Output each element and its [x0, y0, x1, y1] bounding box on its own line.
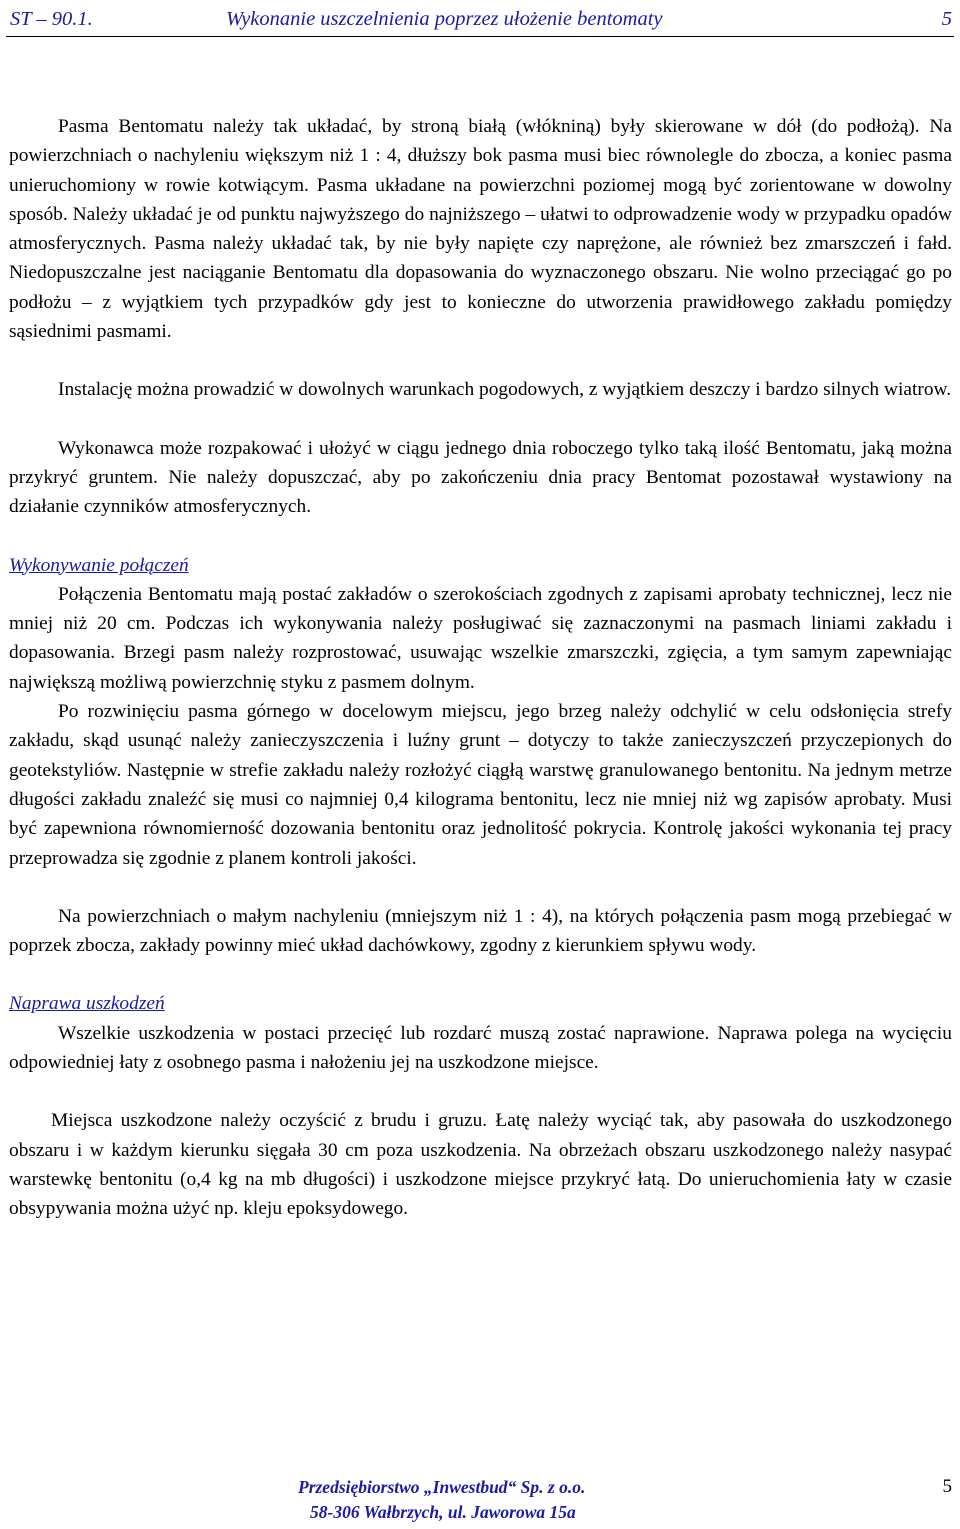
page-footer [0, 1468, 960, 1528]
header-page-number: 5 [941, 8, 952, 30]
paragraph-joints: Połączenia Bentomatu mają postać zakładów o szerokościach zgodnych z zapisami aprobaty technicznej, lecz nie mniej niż 20 cm. Podczas ich wykonywania należy posługiwać się zaznaczonymi na pasmach liniami zakładu i dopasowania. Brzegi pasm należy rozprostować, usuwając wszelkie zmarszczki, zgięcia, a tym samym zapewniając największą możliwą powierzchnię styku z pasmem dolnym. [9, 583, 952, 693]
spec-code: ST – 90.1. [10, 8, 93, 30]
header-title: Wykonanie uszczelnienia poprzez ułożenie bentomaty [226, 8, 663, 30]
paragraph-low-slope: Na powierzchniach o małym nachyleniu (mniejszym niż 1 : 4), na których połączenia pasm mogą przebiegać w poprzek zbocza, zakłady powinny mieć układ dachówkowy, zgodny z kierunkiem spływu wody. [9, 905, 952, 957]
section-heading-repair [9, 989, 952, 1018]
paragraph-repair: Wszelkie uszkodzenia w postaci przecięć lub rozdarć muszą zostać naprawione. Naprawa polega na wycięciu odpowiedniej łaty z osobnego pasma i nałożeniu jej na uszkodzone miejsce. [9, 1022, 952, 1074]
paragraph-strip-laying: Pasma Bentomatu należy tak układać, by stroną białą (włókniną) były skierowane w dół (do podłożą). Na powierzchniach o nachyleniu większym niż 1 : 4, dłuższy bok pasma musi biec równolegle do zbocza, a koniec pasma unieruchomiony w rowie kotwiącym. Pasma układane na powierzchni poziomej mogą być zorientowane w dowolny sposób. Należy układać je od punktu najwyższego do najniższego – ułatwi to odprowadzenie wody w przypadku opadów atmosferycznych. Pasma należy układać tak, by nie były napięte czy naprężone, ale również bez zmarszczeń i fałd. Niedopuszczalne jest naciąganie Bentomatu dla dopasowania do wyznaczonego obszaru. Nie wolno przeciągać go po podłożu – z wyjątkiem tych przypadków gdy jest to konieczne do utworzenia prawidłowego zakładu pomiędzy sąsiednimi pasmami. [9, 116, 952, 343]
heading-joints-text: Wykonywanie połączeń [9, 554, 189, 576]
section-heading-joints [9, 551, 952, 580]
footer-address: 58-306 Wałbrzych, ul. Jaworowa 15a [310, 1502, 576, 1522]
paragraph-overlap-bentonite: Po rozwinięciu pasma górnego w docelowym miejscu, jego brzeg należy odchylić w celu odsłonięcia strefy zakładu, skąd usunąć należy zanieczyszczenia i luźny grunt – dotyczy to także zanieczyszczeń przyczepionych do geotekstyliów. Następnie w strefie zakładu należy rozłożyć ciągłą warstwę granulowanego bentonitu. Na jednym metrze długości zakładu znaleźć się musi co najmniej 0,4 kilograma bentonitu, lecz nie mniej niż wg zapisów aprobaty. Musi być zapewniona równomierność dozowania bentonitu oraz jednolitość pokrycia. Kontrolę jakości wykonania tej pracy przeprowadza się zgodnie z planem kontroli jakości. [9, 701, 952, 869]
paragraph-patch: Miejsca uszkodzone należy oczyścić z brudu i gruzu. Łatę należy wyciąć tak, aby pasowała do uszkodzonego obszaru i w każdym kierunku sięgała 30 cm poza uszkodzenia. Na obrzeżach obszaru uszkodzonego należy nasypać warstewkę bentonitu (o,4 kg na mb długości) i uszkodzone miejsce przykryć łatą. Do unieruchomienia łaty w czasie obsypywania można użyć np. kleju epoksydowego. [9, 1110, 952, 1220]
footer-company: Przedsiębiorstwo „Inwestbud“ Sp. z o.o. [298, 1477, 586, 1497]
page-header [6, 4, 954, 37]
heading-repair-text: Naprawa uszkodzeń [9, 993, 165, 1015]
paragraph-weather: Instalację można prowadzić w dowolnych warunkach pogodowych, z wyjątkiem deszczy i bardzo silnych wiatrow. [58, 379, 952, 401]
paragraph-daily-amount: Wykonawca może rozpakować i ułożyć w ciągu jednego dnia roboczego tylko taką ilość Bentomatu, jaką można przykryć gruntem. Nie należy dopuszczać, aby po zakończeniu dnia pracy Bentomat pozostawał wystawiony na działanie czynników atmosferycznych. [9, 437, 952, 518]
document-body [9, 112, 952, 1224]
footer-page-number: 5 [942, 1476, 952, 1497]
